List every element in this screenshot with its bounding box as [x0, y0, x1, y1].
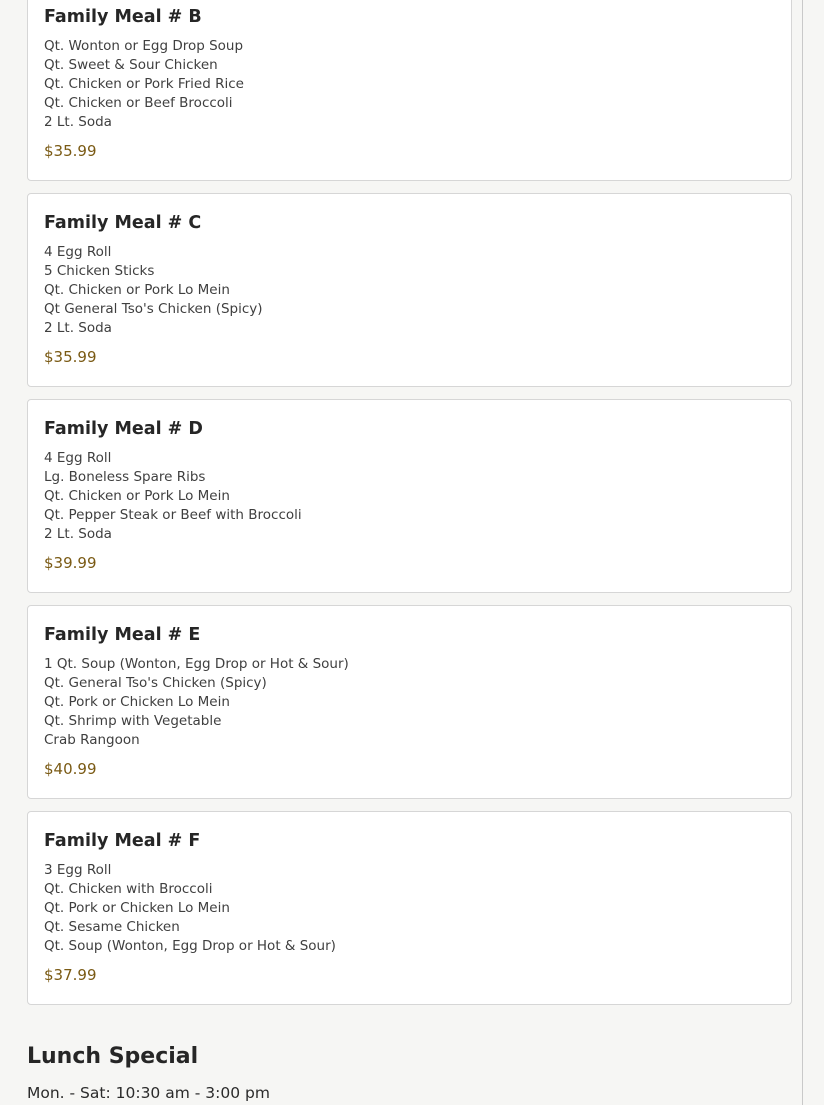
menu-item-description-line: 4 Egg Roll	[44, 450, 112, 466]
menu-item-description	[44, 449, 775, 544]
menu-item-description-line: Qt. Wonton or Egg Drop Soup	[44, 38, 244, 54]
menu-item-description	[44, 655, 775, 750]
section-title-lunch-special: Lunch Special	[27, 1044, 199, 1069]
menu-item-description-line: Qt. Pepper Steak or Beef with Broccoli	[44, 507, 302, 523]
menu-item-card[interactable]	[27, 811, 792, 1005]
menu-item-description-line: Qt. Shrimp with Vegetable	[44, 713, 222, 729]
menu-item-card[interactable]	[27, 193, 792, 387]
family-meals-list	[27, 0, 792, 1017]
menu-item-description-line: Qt General Tso's Chicken (Spicy)	[44, 301, 263, 317]
menu-item-description	[44, 861, 775, 956]
menu-item-description-line: Qt. General Tso's Chicken (Spicy)	[44, 675, 267, 691]
menu-item-description-line: Qt. Chicken or Beef Broccoli	[44, 95, 233, 111]
menu-item-description-line: Qt. Pork or Chicken Lo Mein	[44, 694, 230, 710]
menu-item-description-line: 5 Chicken Sticks	[44, 263, 155, 279]
menu-item-description-line: Qt. Chicken or Pork Lo Mein	[44, 282, 230, 298]
menu-item-description-line: Crab Rangoon	[44, 732, 140, 748]
menu-item-description-line: Lg. Boneless Spare Ribs	[44, 469, 206, 485]
menu-item-price: $35.99	[44, 348, 97, 366]
menu-item-description-line: Qt. Chicken with Broccoli	[44, 881, 213, 897]
menu-item-price: $40.99	[44, 760, 97, 778]
menu-item-description-line: Qt. Chicken or Pork Lo Mein	[44, 488, 230, 504]
menu-item-name: Family Meal # D	[44, 419, 203, 439]
menu-item-card[interactable]	[27, 0, 792, 181]
menu-item-description-line: Qt. Soup (Wonton, Egg Drop or Hot & Sour)	[44, 938, 336, 954]
menu-item-description-line: Qt. Chicken or Pork Fried Rice	[44, 76, 244, 92]
menu-item-description-line: Qt. Sweet & Sour Chicken	[44, 57, 218, 73]
menu-item-price: $39.99	[44, 554, 97, 572]
menu-item-price: $37.99	[44, 966, 97, 984]
section-hours: Mon. - Sat: 10:30 am - 3:00 pm	[27, 1084, 270, 1102]
menu-item-description-line: 3 Egg Roll	[44, 862, 112, 878]
menu-item-card[interactable]	[27, 399, 792, 593]
menu-item-price: $35.99	[44, 142, 97, 160]
menu-item-card[interactable]	[27, 605, 792, 799]
menu-item-name: Family Meal # F	[44, 831, 201, 851]
menu-item-name: Family Meal # E	[44, 625, 201, 645]
menu-item-description-line: Qt. Pork or Chicken Lo Mein	[44, 900, 230, 916]
menu-item-description	[44, 243, 775, 338]
menu-item-description-line: 2 Lt. Soda	[44, 114, 112, 130]
menu-item-name: Family Meal # C	[44, 213, 202, 233]
menu-item-description-line: 2 Lt. Soda	[44, 320, 112, 336]
content-divider	[802, 0, 803, 1105]
menu-item-description-line: 4 Egg Roll	[44, 244, 112, 260]
menu-item-description-line: 2 Lt. Soda	[44, 526, 112, 542]
menu-item-description-line: 1 Qt. Soup (Wonton, Egg Drop or Hot & Sour)	[44, 656, 349, 672]
menu-item-description-line: Qt. Sesame Chicken	[44, 919, 180, 935]
menu-item-description	[44, 37, 775, 132]
menu-item-name: Family Meal # B	[44, 7, 202, 27]
